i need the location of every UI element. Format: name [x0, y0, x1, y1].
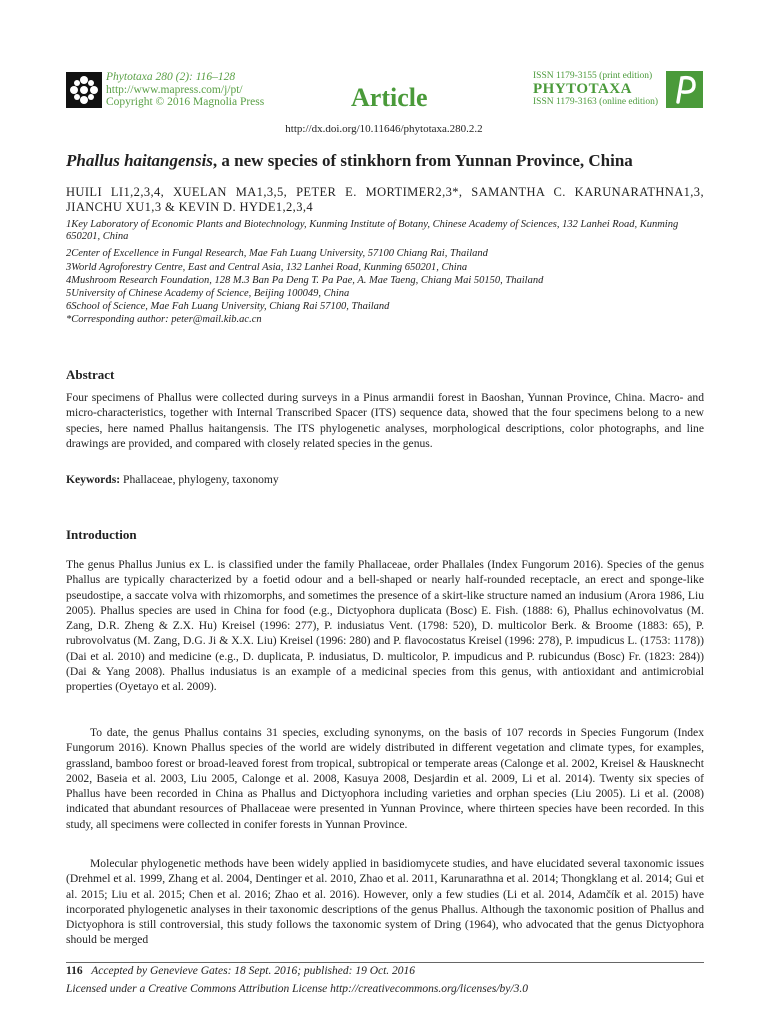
abstract-text: Four specimens of Phallus were collected during surveys in a Pinus armandii forest in Baoshan, Yunnan Province, China. Macro- and micro-characteristics, together with Internal Transcribed Spacer (ITS) sequence data, showed that the four specimens belong to a new species, here named Phallus haitangensis. The ITS phylogenetic analyses, morphological descriptions, color photographs, and line drawings are provided, and compared with closely related species in the genus.: [66, 391, 704, 450]
journal-info: [106, 71, 264, 109]
page-number: 116: [66, 965, 83, 977]
issn-online: ISSN 1179-3163 (online edition): [533, 97, 658, 107]
phytotaxa-logo: [666, 71, 703, 108]
species-name: Phallus haitangensis: [66, 151, 213, 170]
affiliation-5: 5University of Chinese Academy of Science, Beijing 100049, China: [66, 288, 350, 299]
affiliation-4: 4Mushroom Research Foundation, 128 M.3 Ban Pa Deng T. Pa Pae, A. Mae Taeng, Chiang Mai 50150, Thailand: [66, 275, 544, 286]
corresponding-author: *Corresponding author: peter@mail.kib.ac.cn: [66, 314, 262, 325]
journal-name: PHYTOTAXA: [533, 81, 632, 97]
keywords-line: [66, 472, 704, 487]
copyright-line: Copyright © 2016 Magnolia Press: [106, 96, 265, 108]
title-rest: , a new species of stinkhorn from Yunnan Province, China: [212, 151, 633, 170]
intro-paragraph-1: The genus Phallus Junius ex L. is classified under the family Phallaceae, order Phallales (Index Fungorum 2016). Species of the genus Phallus are typically characterized by a foetid odour and a bell-shaped or nearly half-rounded receptacle, an erect and sponge-like pseudostipe, a saccate volva with rhizomorphs, and sometimes the presence of a skirt-like structure named an indusium (Arora 1986, Liu 2005). Phallus species are used in China for food (e.g., Dictyophora duplicata (Bosc) E. Fish. (1888: 6), Phallus echinovolvatus (M. Zang, D.R. Zheng & Z.X. Hu) Kreisel (1996: 277), P. indusiatus Vent. (1798: 520), D. multicolor Berk. & Broome (1883: 65), P. rubrovolvatus (M. Zang, D.G. Ji & X.X. Liu) Kreisel (1996: 280) and P. flavocostatus Kreisel (1996: 278), P. impudicus L. (1753: 1178)) (Dai et al. 2010) and medicine (e.g., D. duplicata, P. indusiatus, D. multicolor, P. impudicus and P. rubicundus (Bosc) Fr. (1823: 284)) (Dai & Yang 2008). Phallus indusiatus is an example of a medicinal species from this genus, with antioxidant and antimicrobial properties (Oyetayo et al. 2009).: [66, 558, 704, 694]
issn-block: [533, 71, 658, 107]
intro-paragraph-2: To date, the genus Phallus contains 31 species, excluding synonyms, on the basis of 107 records in Species Fungorum (Index Fungorum 2016). Known Phallus species of the world are widely distributed in different vegetation and climate types, for examples, grassland, bamboo forest or broad-leaved forest from tropical, subtropical or temperate areas (Calonge et al. 2002, Kreisel & Hausknecht 2002, Baseia et al. 2003, Liu 2005, Calonge et al. 2008, Kasuya 2008, Desjardin et al. 2009, Li et al. 2014). Twenty six species of Phallus have been recorded in China as Phallus and Dictyophora including varieties and orphan species (Liu 2005). Li et al. (2008) indicated that abundant resources of Phallaceae were presented in Yunnan Province, where thirteen species have been recorded. In this study, all specimens were collected in conifer forests in Yunnan Province.: [66, 726, 704, 831]
footer-info: [66, 965, 415, 977]
accepted-line: Accepted by Genevieve Gates: 18 Sept. 2016; published: 19 Oct. 2016: [91, 965, 416, 977]
affiliation-3: 3World Agroforestry Centre, East and Central Asia, 132 Lanhei Road, Kunming 650201, China: [66, 262, 468, 273]
intro-paragraph-3: Molecular phylogenetic methods have been widely applied in basidiomycete studies, and have elucidated several taxonomic issues (Drehmel et al. 1999, Zhang et al. 2004, Dentinger et al. 2010, Zhao et al. 2011, Karunarathna et al. 2014; Thongklang et al. 2014; Gui et al. 2015; Liu et al. 2015; Chen et al. 2016; Zhao et al. 2016). However, only a few studies (Li et al. 2014, Adamčík et al. 2015) have incorporated phylogenetic analyses in their taxonomic descriptions of the genus Phallus. Although the taxonomic position of Phallus and Dictyophora is still controversial, this study follows the taxonomic system of Dring (1964), who advocated that the genus Dictyophora should be merged: [66, 857, 704, 947]
journal-citation: Phytotaxa 280 (2): 116–128: [106, 71, 236, 83]
license-line: Licensed under a Creative Commons Attribution License http://creativecommons.org/licenses/by/3.0: [66, 983, 528, 995]
affiliation-2: 2Center of Excellence in Fungal Research, Mae Fah Luang University, 57100 Chiang Rai, Thailand: [66, 248, 488, 259]
issn-print: ISSN 1179-3155 (print edition): [533, 71, 653, 81]
affiliation-1: 1Key Laboratory of Economic Plants and Biotechnology, Kunming Institute of Botany, Chinese Academy of Sciences, 132 Lanhei Road, Kunming 650201, China: [66, 219, 679, 242]
keywords-label: Keywords:: [66, 473, 121, 486]
doi-link[interactable]: http://dx.doi.org/10.11646/phytotaxa.280.2.2: [285, 123, 483, 135]
introduction-heading: Introduction: [66, 527, 137, 542]
author-list: HUILI LI1,2,3,4, XUELAN MA1,3,5, PETER E. MORTIMER2,3*, SAMANTHA C. KARUNARATHNA1,3, JIANCHU XU1,3 & KEVIN D. HYDE1,2,3,4: [66, 185, 704, 214]
article-type-label: Article: [351, 83, 428, 112]
keywords-text: Phallaceae, phylogeny, taxonomy: [120, 473, 279, 486]
paper-title: [66, 151, 633, 171]
footer-divider: [66, 962, 704, 963]
abstract-heading: Abstract: [66, 367, 115, 382]
magnolia-press-logo: [66, 72, 102, 108]
affiliation-6: 6School of Science, Mae Fah Luang University, Chiang Rai 57100, Thailand: [66, 301, 390, 312]
journal-url[interactable]: http://www.mapress.com/j/pt/: [106, 83, 243, 96]
